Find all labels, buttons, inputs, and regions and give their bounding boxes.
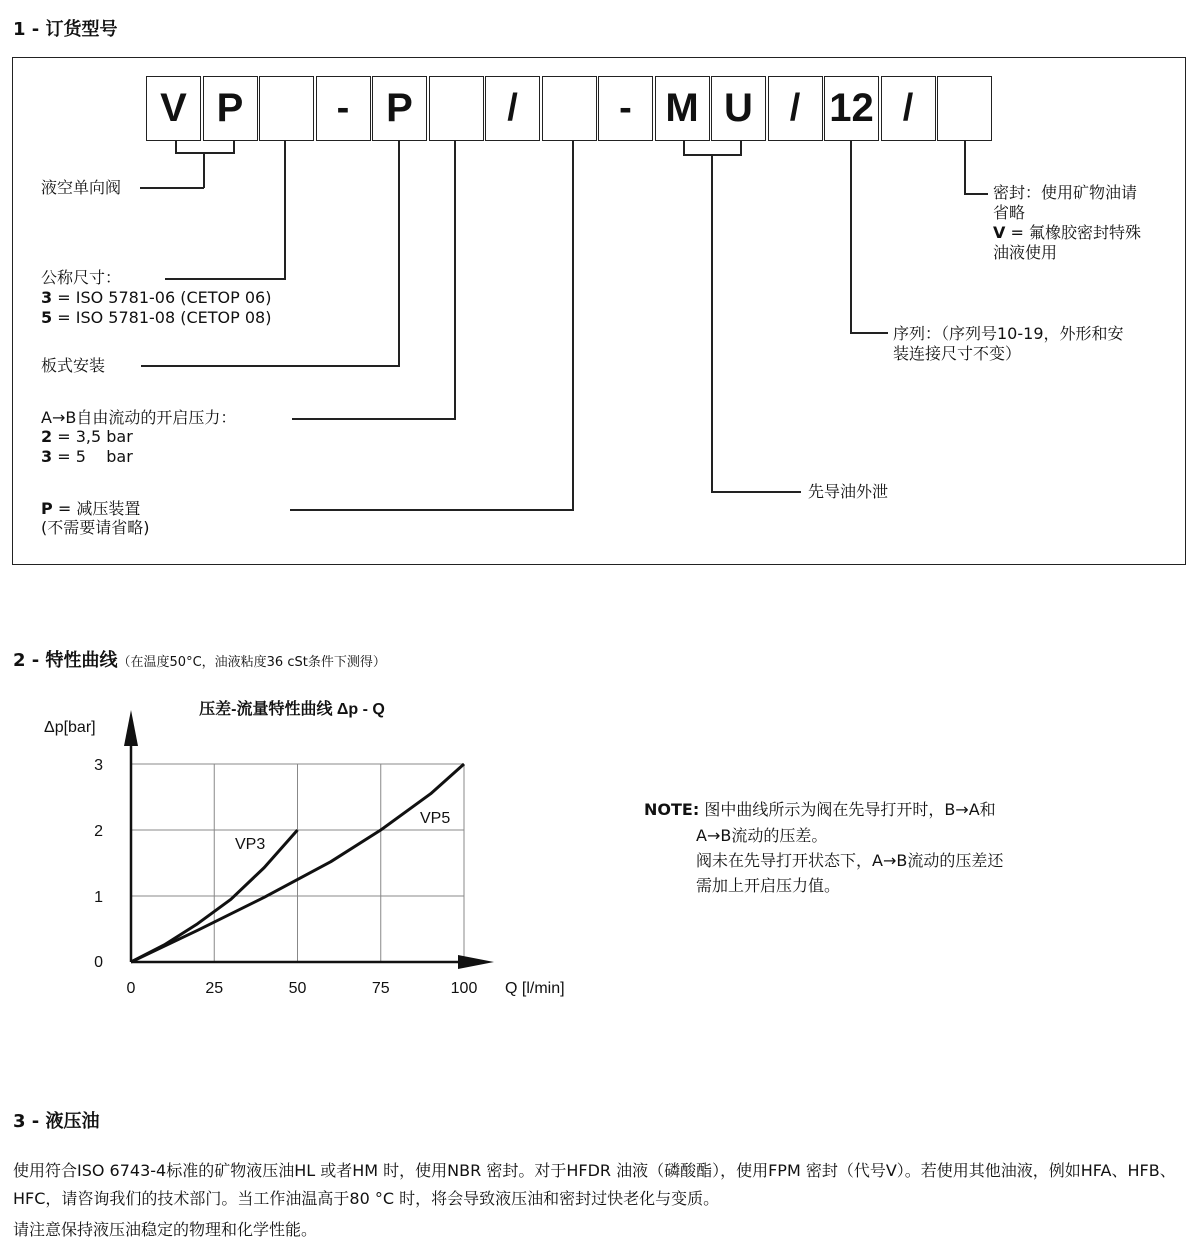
order-code-cell: - [316,76,371,141]
order-code-cell [937,76,992,141]
decompression-note: (不需要请省略) [41,518,150,537]
order-code-cell: U [711,76,766,141]
size-option-3: 3 = ISO 5781-06 (CETOP 06) [41,288,272,307]
seal-line4: 油液使用 [993,243,1058,262]
seal-line2: 省略 [993,203,1026,222]
x-tick-label: 0 [126,980,136,997]
note-line4: 需加上开启压力值。 [696,876,841,895]
seal-option-v: V = 氟橡胶密封特殊 [993,223,1141,242]
chart-grid [131,764,464,962]
note-line3: 阀未在先导打开状态下，A→B流动的压差还 [696,851,1004,870]
order-code-cell: 12 [824,76,879,141]
valve-type-label: 液空单向阀 [41,178,122,197]
x-tick-label: 75 [371,980,390,997]
series-label: VP3 [235,836,266,853]
cracking-option-2: 2 = 3,5 bar [41,427,133,446]
hydraulic-fluid-note: 请注意保持液压油稳定的物理和化学性能。 [13,1220,318,1239]
order-code-cell: V [146,76,201,141]
order-code-cell: - [598,76,653,141]
x-axis-label: Q [l/min] [505,980,565,997]
size-title: 公称尺寸： [41,268,122,287]
y-axis-label: Δp[bar] [44,719,96,736]
order-code-cell: / [768,76,823,141]
section1-title: 1 - 订货型号 [13,19,118,40]
note-line1: NOTE: 图中曲线所示为阀在先导打开时，B→A和 [644,800,996,819]
series-label: VP5 [420,810,451,827]
x-tick-label: 25 [205,980,224,997]
x-axis-arrow-icon [458,955,494,969]
order-code-cell: / [881,76,936,141]
size-option-5: 5 = ISO 5781-08 (CETOP 08) [41,308,272,327]
chart-title: 压差-流量特性曲线 Δp - Q [199,701,385,718]
hydraulic-fluid-paragraph: 使用符合ISO 6743-4标准的矿物液压油HL 或者HM 时，使用NBR 密封。对于HFDR 油液（磷酸酯），使用FPM 密封（代号V）。若使用其他油液，例如HFA、HFB、HFC，请咨询我们的技术部门。当工作油温高于80 °C 时，将会导致液压油和密封过快老化与变质。 [13,1161,1176,1208]
order-code-cell: P [372,76,427,141]
note-line2: A→B流动的压差。 [696,826,828,845]
series-line2: 装连接尺寸不变） [893,344,1022,363]
cracking-title: A→B自由流动的开启压力： [41,408,237,427]
seal-line1: 密封：使用矿物油请 [993,183,1138,202]
x-tick-label: 50 [288,980,307,997]
decompression-label: P = 减压装置 [41,499,141,518]
plate-mount-label: 板式安装 [41,356,106,375]
x-tick-label: 100 [450,980,478,997]
cracking-option-3: 3 = 5 bar [41,447,133,466]
y-axis-arrow-icon [124,710,138,746]
y-tick-label: 3 [94,757,103,774]
characteristic-chart [0,0,600,1010]
series-line1: 序列：（序列号10-19，外形和安 [893,324,1124,343]
order-code-cell: / [485,76,540,141]
y-tick-label: 2 [94,823,103,840]
section2-title: 2 - 特性曲线（在温度50°C，油液粘度36 cSt条件下测得） [13,650,386,671]
order-code-cell: P [203,76,258,141]
external-drain-label: 先导油外泄 [808,482,889,501]
order-code-cell: M [655,76,710,141]
y-tick-label: 0 [94,954,103,971]
section3-title: 3 - 液压油 [13,1111,100,1132]
y-tick-label: 1 [94,889,103,906]
